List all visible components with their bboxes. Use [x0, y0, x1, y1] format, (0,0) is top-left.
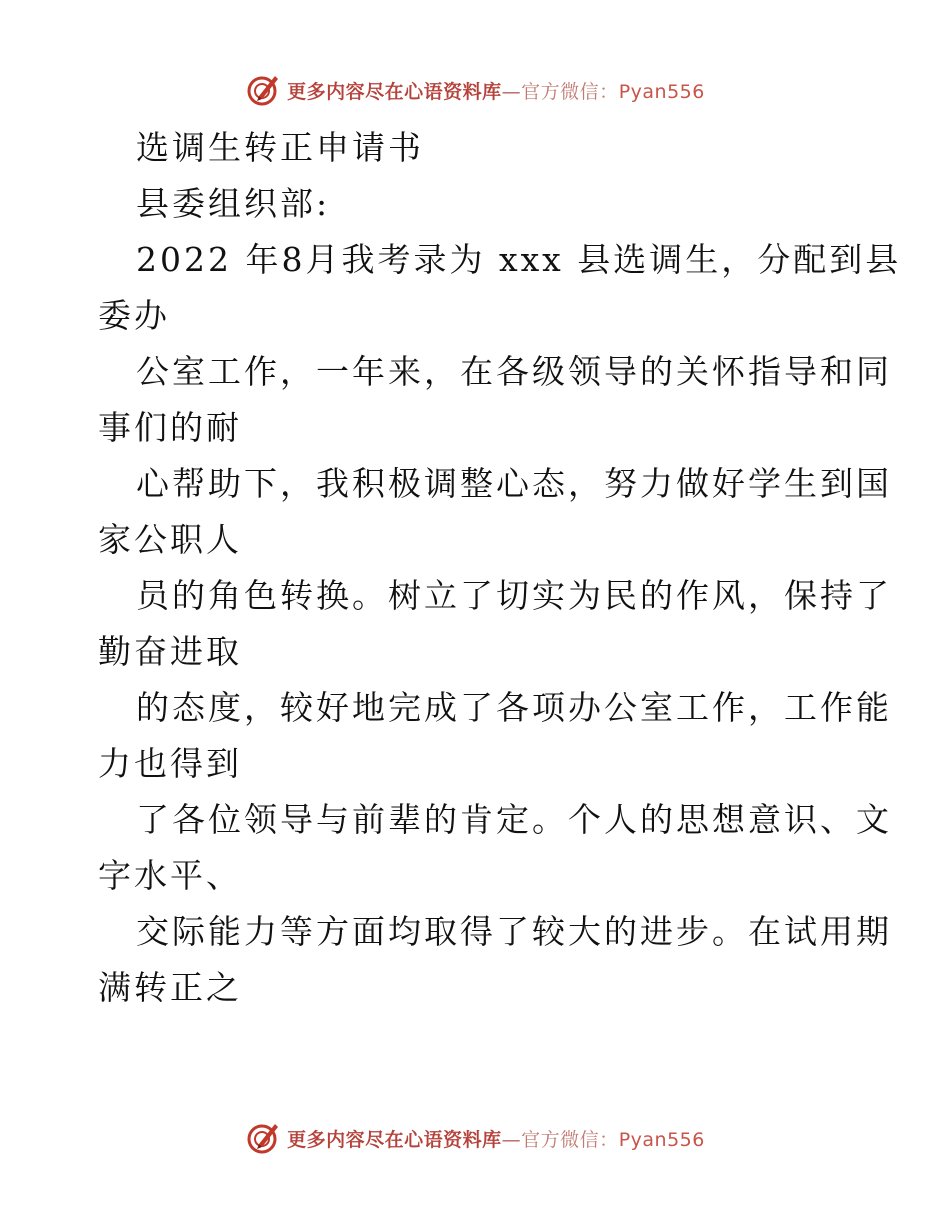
- document-line: 家公职人: [98, 520, 242, 559]
- document-line: 2022 年8月我考录为 xxx 县选调生，分配到县: [136, 240, 902, 279]
- footer-watermark-banner: [0, 1118, 950, 1158]
- document-line: 了各位领导与前辈的肯定。个人的思想意识、文: [136, 800, 892, 839]
- document-body: [98, 120, 902, 1016]
- document-line: 交际能力等方面均取得了较大的进步。在试用期: [136, 912, 892, 951]
- document-title: 选调生转正申请书: [136, 128, 424, 167]
- pen-circle-logo-icon: [245, 72, 281, 108]
- header-banner-label: 官方微信：: [521, 80, 619, 103]
- header-banner-separator: —: [501, 80, 522, 103]
- document-line: 力也得到: [98, 744, 242, 783]
- document-line: 满转正之: [98, 968, 242, 1007]
- header-watermark-banner: [0, 70, 950, 110]
- pen-circle-logo-icon: [245, 1120, 281, 1156]
- document-line: 心帮助下，我积极调整心态，努力做好学生到国: [136, 464, 892, 503]
- footer-banner-wechat: Pyan556: [618, 1128, 705, 1151]
- document-line: 员的角色转换。树立了切实为民的作风，保持了: [136, 576, 892, 615]
- footer-banner-separator: —: [501, 1128, 522, 1151]
- header-banner-brand: 更多内容尽在心语资料库: [287, 80, 502, 103]
- document-line: 勤奋进取: [98, 632, 242, 671]
- footer-banner-brand: 更多内容尽在心语资料库: [287, 1128, 502, 1151]
- header-banner-text: [287, 77, 705, 104]
- document-line: 的态度，较好地完成了各项办公室工作，工作能: [136, 688, 892, 727]
- footer-banner-text: [287, 1125, 705, 1152]
- footer-banner-label: 官方微信：: [521, 1128, 619, 1151]
- document-line: 字水平、: [98, 856, 242, 895]
- document-line: 委办: [98, 296, 170, 335]
- header-banner-wechat: Pyan556: [618, 80, 705, 103]
- document-line: 公室工作，一年来，在各级领导的关怀指导和同: [136, 352, 892, 391]
- document-line: 事们的耐: [98, 408, 242, 447]
- document-salutation: 县委组织部:: [136, 184, 331, 223]
